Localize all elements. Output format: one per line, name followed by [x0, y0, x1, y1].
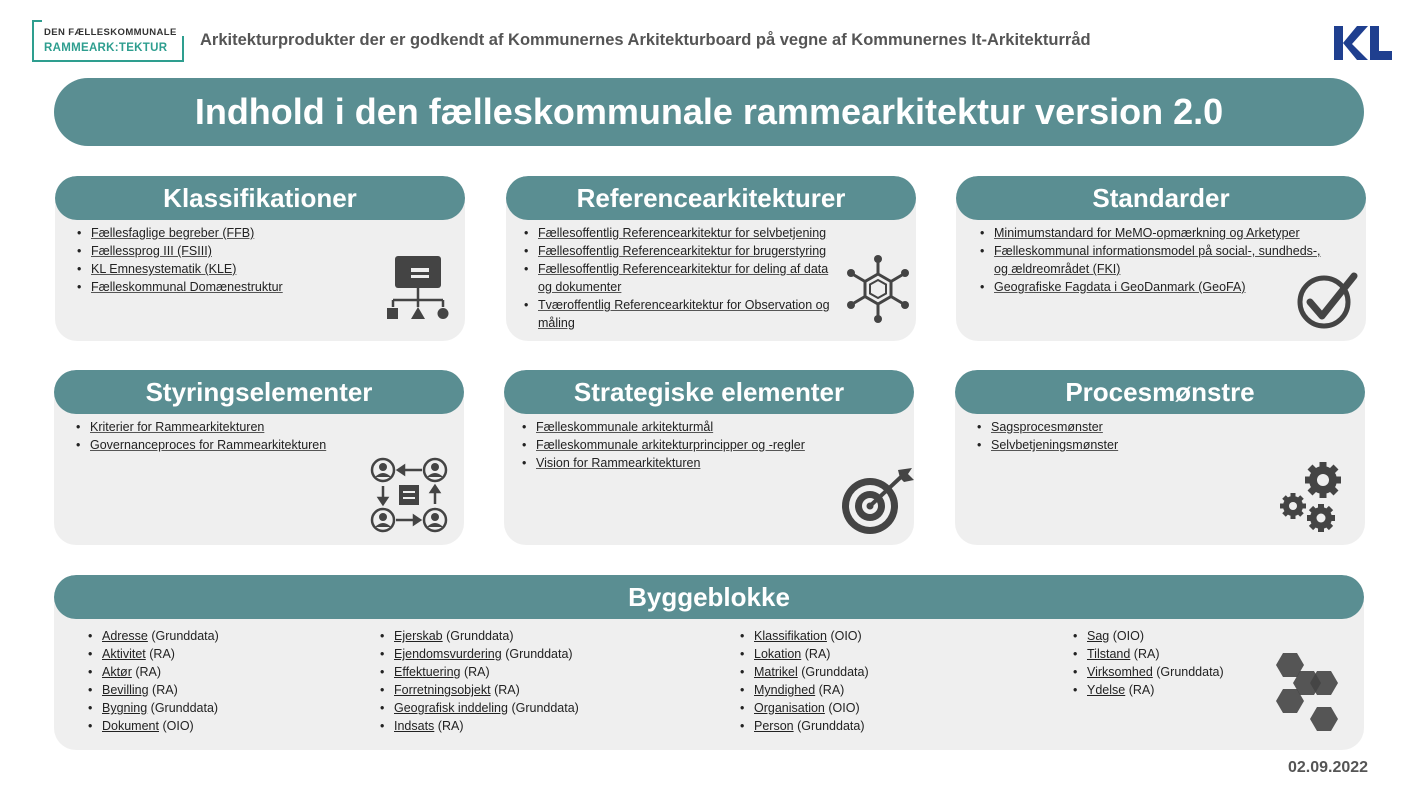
list-item[interactable]: • Fællessprog III (FSIII): [91, 242, 465, 260]
list-item[interactable]: • Matrikel (Grunddata): [754, 663, 869, 681]
card-strategiske-elementer: [504, 370, 914, 545]
checkmark-icon: [1296, 270, 1358, 330]
list-item[interactable]: • Minimumstandard for MeMO-opmærkning og Arketyper: [994, 224, 1334, 242]
list-item[interactable]: • Fællesfaglige begreber (FFB): [91, 224, 465, 242]
list-item[interactable]: • Selvbetjeningsmønster: [991, 436, 1365, 454]
list-item[interactable]: • Tværoffentlig Referencearkitektur for Observation og måling: [538, 296, 838, 332]
list-item[interactable]: • Fælleskommunale arkitekturmål: [536, 418, 914, 436]
logo-top-text: DEN FÆLLESKOMMUNALE: [44, 27, 177, 38]
card-list: [956, 224, 1334, 296]
list-item[interactable]: • Geografiske Fagdata i GeoDanmark (GeoFA): [994, 278, 1334, 296]
list-item[interactable]: • Ejerskab (Grunddata): [394, 627, 579, 645]
card-title: Byggeblokke: [54, 575, 1364, 619]
list-item[interactable]: • Governanceproces for Rammearkitekturen: [90, 436, 464, 454]
card-byggeblokke: [54, 575, 1364, 750]
target-icon: [838, 466, 914, 536]
list-item[interactable]: • Vision for Rammearkitekturen: [536, 454, 914, 472]
list-item[interactable]: • Organisation (OIO): [754, 699, 869, 717]
list-item[interactable]: • Geografisk inddeling (Grunddata): [394, 699, 579, 717]
list-item[interactable]: • KL Emnesystematik (KLE): [91, 260, 465, 278]
list-item[interactable]: • Virksomhed (Grunddata): [1087, 663, 1224, 681]
byggeblokke-column-3: [754, 627, 869, 735]
list-item[interactable]: • Fælleskommunale arkitekturprincipper og -regler: [536, 436, 914, 454]
card-referencearkitekturer: [506, 176, 916, 341]
card-list: [504, 418, 914, 472]
list-item[interactable]: • Forretningsobjekt (RA): [394, 681, 579, 699]
list-item[interactable]: • Ejendomsvurdering (Grunddata): [394, 645, 579, 663]
card-title: Procesmønstre: [955, 370, 1365, 414]
list-item[interactable]: • Bygning (Grunddata): [102, 699, 219, 717]
card-title: Referencearkitekturer: [506, 176, 916, 220]
card-styringselementer: [54, 370, 464, 545]
card-list: [506, 224, 838, 332]
list-item[interactable]: • Fællesoffentlig Referencearkitektur for selvbetjening: [538, 224, 838, 242]
list-item[interactable]: • Fælleskommunal Domænestruktur: [91, 278, 465, 296]
list-item[interactable]: • Aktivitet (RA): [102, 645, 219, 663]
card-title: Klassifikationer: [55, 176, 465, 220]
card-title: Strategiske elementer: [504, 370, 914, 414]
card-procesmonstre: [955, 370, 1365, 545]
byggeblokke-column-1: [102, 627, 219, 735]
governance-icon: [370, 456, 448, 534]
list-item[interactable]: • Myndighed (RA): [754, 681, 869, 699]
list-item[interactable]: • Sag (OIO): [1087, 627, 1224, 645]
list-item[interactable]: • Tilstand (RA): [1087, 645, 1224, 663]
card-standarder: [956, 176, 1366, 341]
list-item[interactable]: • Kriterier for Rammearkitekturen: [90, 418, 464, 436]
list-item[interactable]: • Person (Grunddata): [754, 717, 869, 735]
hierarchy-icon: [385, 254, 451, 320]
page-title: Indhold i den fælleskommunale rammearkitektur version 2.0: [54, 78, 1364, 146]
byggeblokke-column-4: [1087, 627, 1224, 699]
list-item[interactable]: • Indsats (RA): [394, 717, 579, 735]
rammearkitektur-logo: [32, 20, 184, 62]
card-klassifikationer: [55, 176, 465, 341]
honeycomb-icon: [1272, 651, 1344, 737]
date-label: 02.09.2022: [1288, 759, 1369, 776]
hexagon-network-icon: [844, 254, 912, 326]
list-item[interactable]: • Fælleskommunal informationsmodel på social-, sundheds-, og ældreområdet (FKI): [994, 242, 1334, 278]
header-description: Arkitekturprodukter der er godkendt af Kommunernes Arkitekturboard på vegne af Kommunernes It-Arkitekturråd: [200, 31, 1091, 49]
byggeblokke-column-2: [394, 627, 579, 735]
list-item[interactable]: • Ydelse (RA): [1087, 681, 1224, 699]
list-item[interactable]: • Fællesoffentlig Referencearkitektur for deling af data og dokumenter: [538, 260, 838, 296]
list-item[interactable]: • Adresse (Grunddata): [102, 627, 219, 645]
logo-bottom-text: RAMMEARK:TEKTUR: [44, 42, 168, 54]
list-item[interactable]: • Klassifikation (OIO): [754, 627, 869, 645]
card-title: Styringselementer: [54, 370, 464, 414]
list-item[interactable]: • Lokation (RA): [754, 645, 869, 663]
list-item[interactable]: • Dokument (OIO): [102, 717, 219, 735]
list-item[interactable]: • Effektuering (RA): [394, 663, 579, 681]
card-list: [54, 418, 464, 454]
gears-icon: [1277, 460, 1349, 536]
kl-logo-icon: [1330, 22, 1394, 64]
list-item[interactable]: • Bevilling (RA): [102, 681, 219, 699]
list-item[interactable]: • Fællesoffentlig Referencearkitektur for brugerstyring: [538, 242, 838, 260]
list-item[interactable]: • Sagsprocesmønster: [991, 418, 1365, 436]
card-title: Standarder: [956, 176, 1366, 220]
list-item[interactable]: • Aktør (RA): [102, 663, 219, 681]
card-list: [955, 418, 1365, 454]
